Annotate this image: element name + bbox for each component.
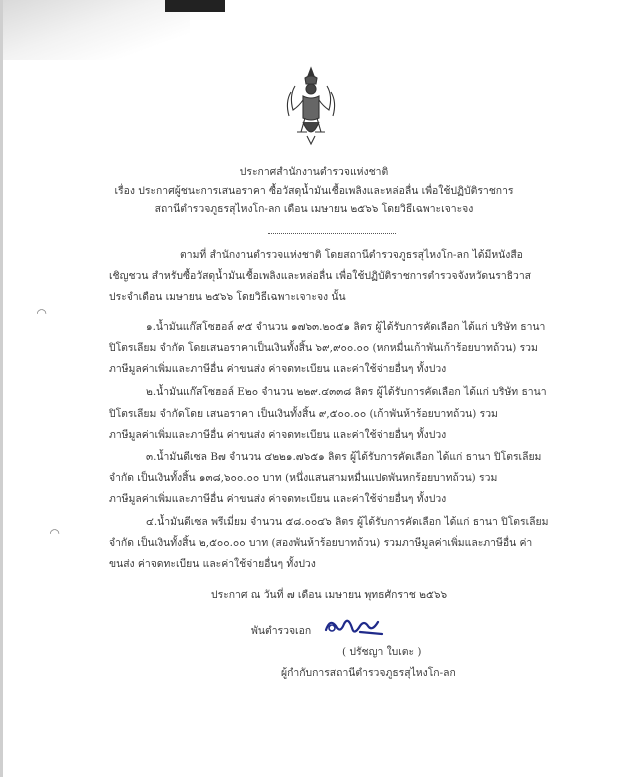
intro-line-1: ตามที่ สำนักงานตำรวจแห่งชาติ โดยสถานีตำรวจภูธรสุไหงโก-ลก ได้มีหนังสือ — [180, 249, 523, 261]
item-4-line-3: ขนส่ง ค่าจดทะเบียน และค่าใช้จ่ายอื่นๆ ทั้งปวง — [109, 558, 316, 570]
item-1-line-3: ภาษีมูลค่าเพิ่มและภาษีอื่น ค่าขนส่ง ค่าจดทะเบียน และค่าใช้จ่ายอื่นๆ ทั้งปวง — [109, 363, 447, 375]
item-3-line-1: ๓.น้ำมันดีเซล B๗ จำนวน ๔๒๒๑.๗๖๕๑ ลิตร ผู้ได้รับการคัดเลือก ได้แก่ ธานา ปิโตรเลียม — [146, 451, 542, 463]
item-3-line-2: จำกัด เป็นเงินทั้งสิ้น ๑๓๘,๖๐๐.๐๐ บาท (หนึ่งแสนสามหมื่นแปดพันหกร้อยบาทถ้วน) รวม — [109, 472, 498, 484]
scan-top-mark — [165, 0, 225, 12]
scan-left-edge — [0, 0, 3, 777]
item-2-line-3: ภาษีมูลค่าเพิ่มและภาษีอื่น ค่าขนส่ง ค่าจดทะเบียน และค่าใช้จ่ายอื่นๆ ทั้งปวง — [109, 429, 447, 441]
announcement-station-line: สถานีตำรวจภูธรสุไหงโก-ลก เดือน เมษายน ๒๕๖๖ โดยวิธีเฉพาะเจาะจง — [154, 203, 474, 215]
intro-line-2: เชิญชวน สำหรับซื้อวัสดุน้ำมันเชื้อเพลิงและหล่อลื่น เพื่อใช้ปฏิบัติราชการตำรวจจังหวัดนราธิวาส — [109, 270, 532, 282]
item-4-line-2: จำกัด เป็นเงินทั้งสิ้น ๒,๕๐๐.๐๐ บาท (สองพันห้าร้อยบาทถ้วน) รวมภาษีมูลค่าเพิ่มและภาษีอื่น ค่า — [109, 537, 533, 549]
intro-line-3: ประจำเดือน เมษายน ๒๕๖๖ โดยวิธีเฉพาะเจาะจง นั้น — [109, 291, 346, 303]
item-1-line-1: ๑.น้ำมันแก๊สโซฮอล์ ๙๕ จำนวน ๑๗๖๓.๒๐๕๑ ลิตร ผู้ได้รับการคัดเลือก ได้แก่ บริษัท ธานา — [146, 321, 546, 333]
signer-rank: พันตำรวจเอก — [251, 625, 312, 637]
signer-name: ( ปรัชญา ใบเตะ ) — [342, 646, 422, 658]
handwritten-signature — [322, 612, 384, 642]
item-2-line-1: ๒.น้ำมันแก๊สโซฮอล์ E๒๐ จำนวน ๒๒๙.๔๓๓๘ ลิตร ผู้ได้รับการคัดเลือก ได้แก่ บริษัท ธานา — [146, 386, 547, 398]
item-1-line-2: ปิโตรเลียม จำกัด โดยเสนอราคาเป็นเงินทั้งสิ้น ๖๙,๙๐๐.๐๐ (หกหมื่นเก้าพันเก้าร้อยบาทถ้วน) รวม — [109, 342, 538, 354]
punch-hole-mark: ◜◝ — [50, 526, 60, 540]
punch-hole-mark: ◜◝ — [37, 306, 47, 320]
separator-dotted-line — [268, 233, 396, 234]
signer-position: ผู้กำกับการสถานีตำรวจภูธรสุไหงโก-ลก — [281, 667, 456, 679]
announcement-subject: เรื่อง ประกาศผู้ชนะการเสนอราคา ซื้อวัสดุน้ำมันเชื้อเพลิงและหล่อลื่น เพื่อใช้ปฏิบัติราชการ — [114, 185, 514, 197]
announcement-agency: ประกาศสำนักงานตำรวจแห่งชาติ — [239, 166, 389, 178]
page-fold-shadow — [0, 0, 190, 60]
item-2-line-2: ปิโตรเลียม จำกัดโดย เสนอราคา เป็นเงินทั้งสิ้น ๙,๕๐๐.๐๐ (เก้าพันห้าร้อยบาทถ้วน) รวม — [109, 408, 498, 420]
item-3-line-3: ภาษีมูลค่าเพิ่มและภาษีอื่น ค่าขนส่ง ค่าจดทะเบียน และค่าใช้จ่ายอื่นๆ ทั้งปวง — [109, 493, 447, 505]
item-4-line-1: ๔.น้ำมันดีเซล พรีเมี่ยม จำนวน ๕๘.๐๐๔๖ ลิตร ผู้ได้รับการคัดเลือก ได้แก่ ธานา ปิโตรเลียม — [146, 516, 549, 528]
announcement-date-line: ประกาศ ณ วันที่ ๗ เดือน เมษายน พุทธศักราช ๒๕๖๖ — [211, 589, 448, 601]
garuda-emblem — [283, 66, 339, 146]
